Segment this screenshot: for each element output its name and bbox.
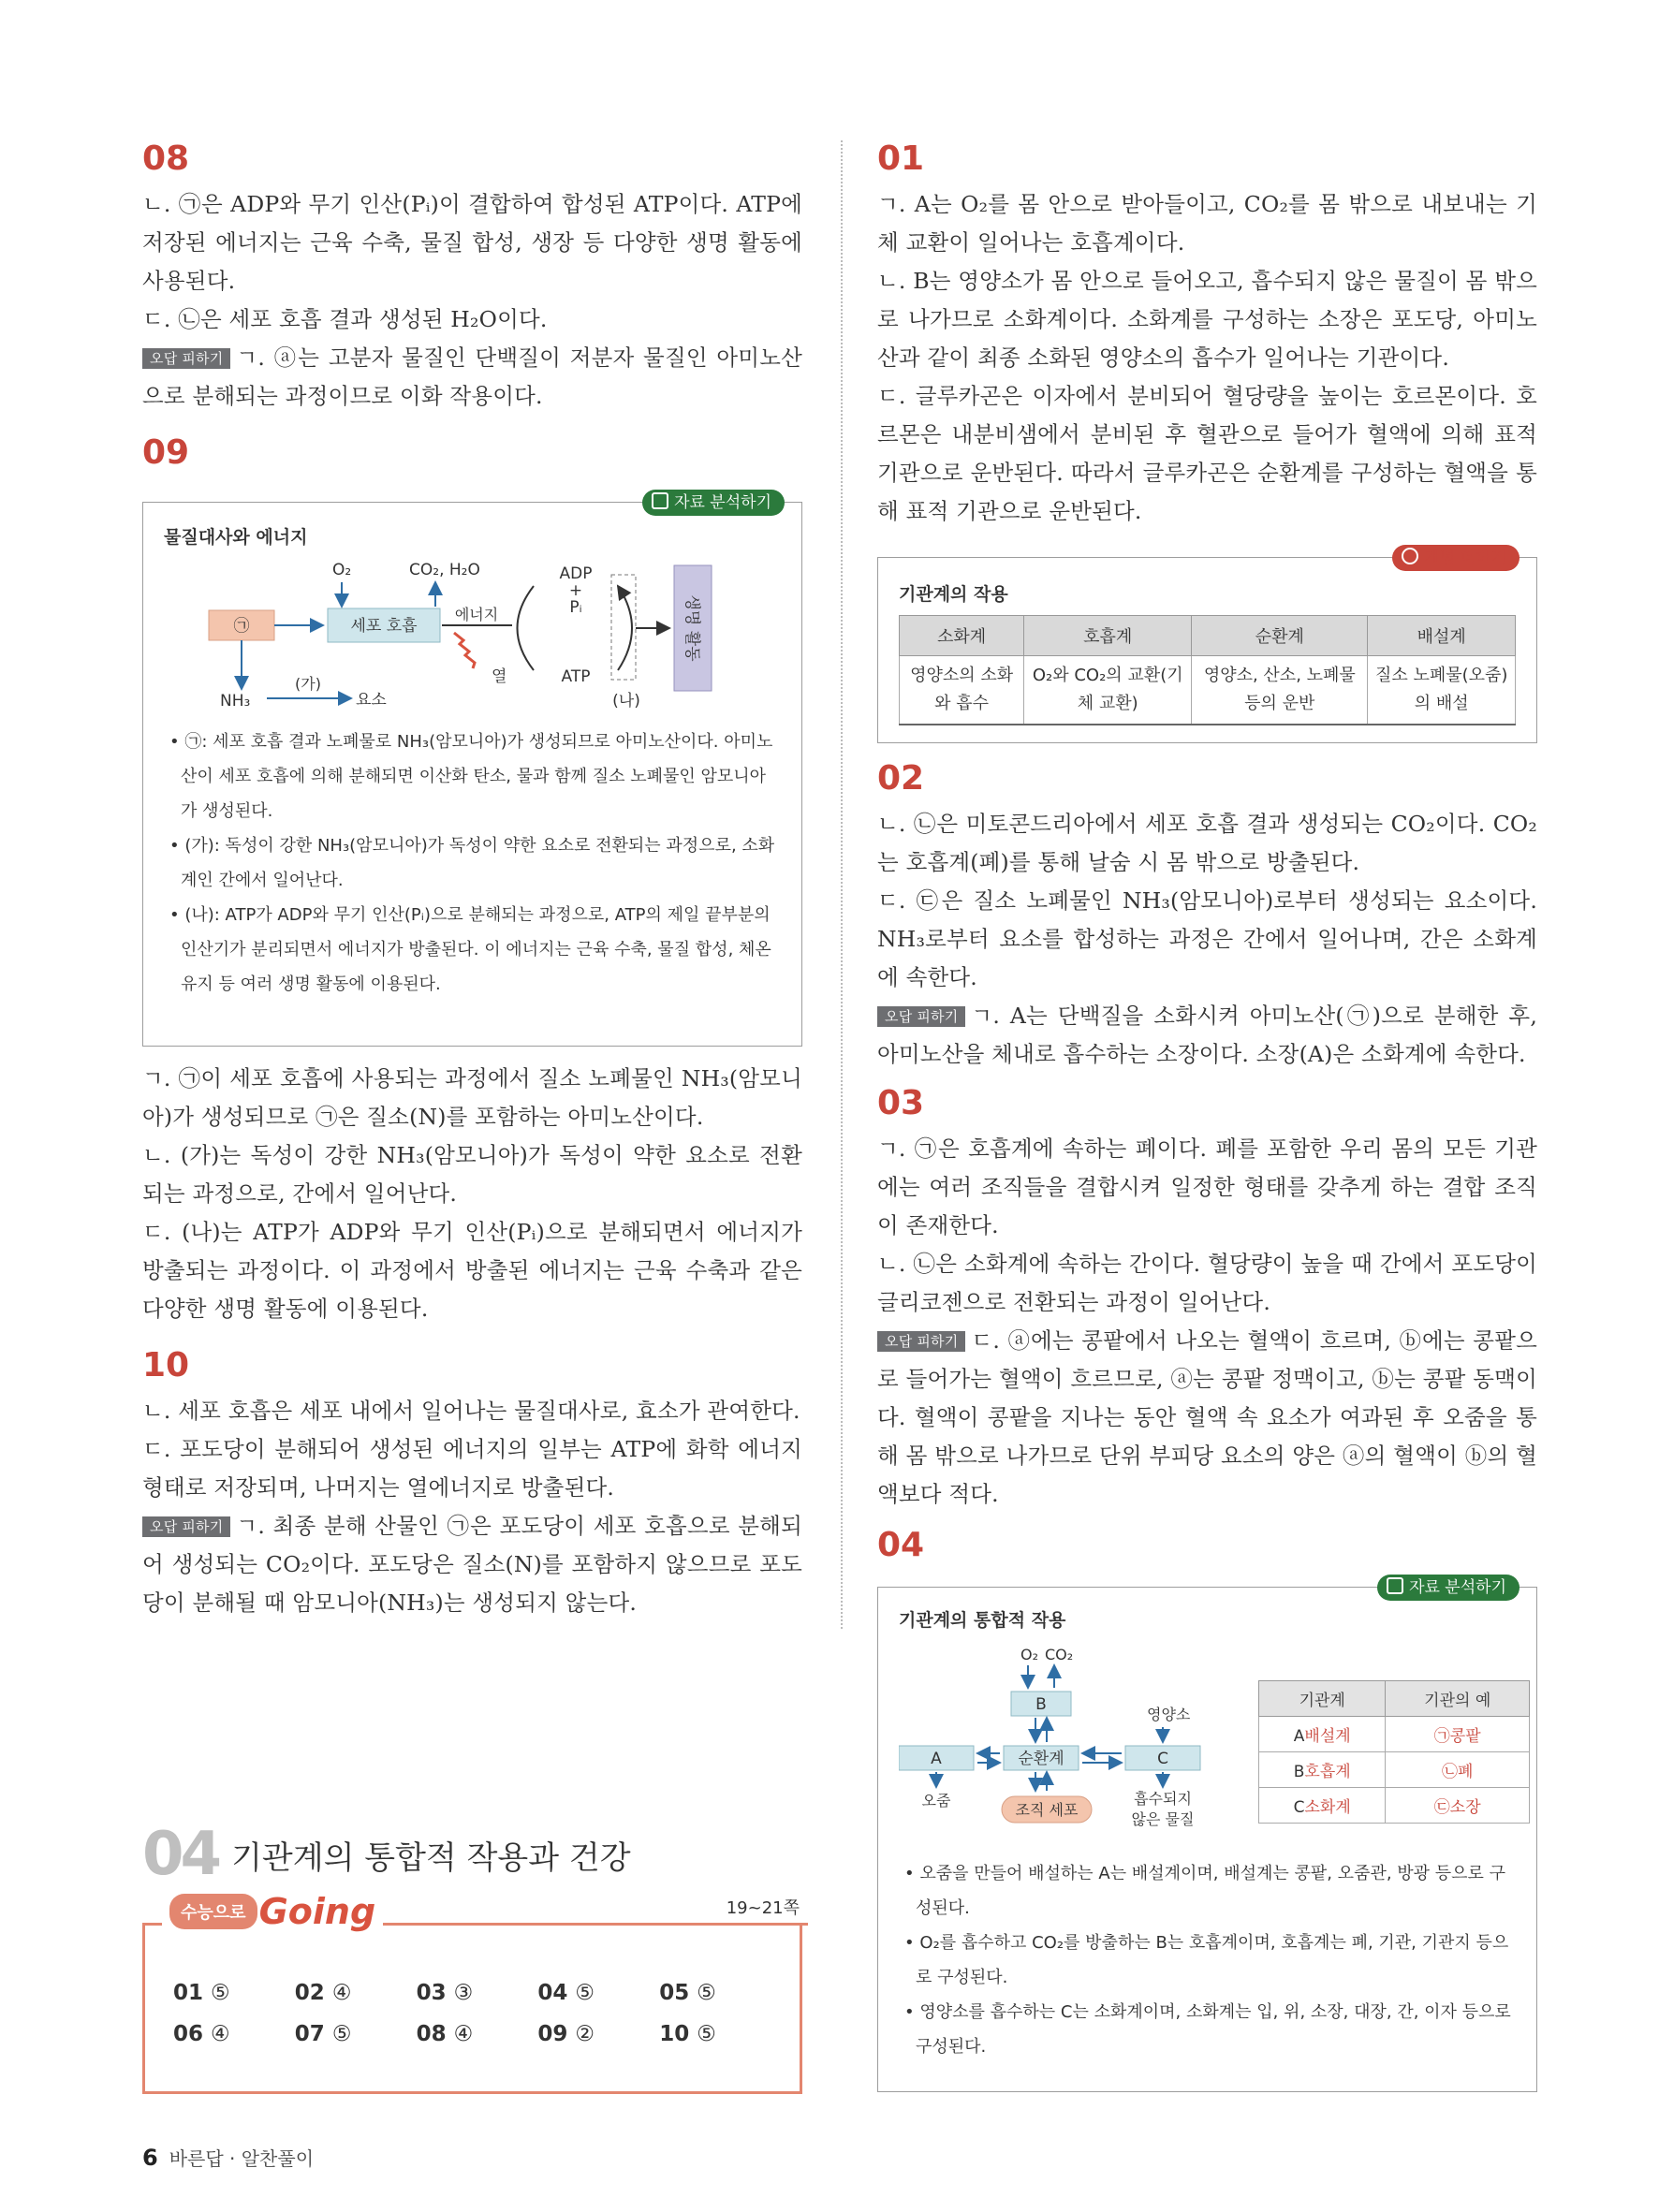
going-answer-box <box>142 1891 802 2094</box>
data-analysis-badge <box>642 490 785 516</box>
plus-label: + <box>568 581 583 600</box>
answer-paragraph: ㄴ. B는 영양소가 몸 안으로 들어오고, 흡수되지 않은 물질이 몸 밖으로 나가므로 소화계이다. 소화계를 구성하는 소장은 포도당, 아미노산과 같이 최종 소화된 영양소의 흡수가 일어나는 기관이다. <box>877 268 1537 371</box>
section-title: 기관계의 통합적 작용과 건강 <box>231 1838 631 1877</box>
section-header <box>142 1822 802 1887</box>
synthesis-curve <box>518 586 535 670</box>
concept-plus-box <box>877 549 1537 743</box>
table-cell: 영양소의 소화와 흡수 <box>900 656 1024 725</box>
unabsorbed-label-1: 흡수되지 <box>1134 1790 1192 1808</box>
table-header-cell: 기관의 예 <box>1386 1681 1530 1717</box>
co2-label: CO₂ <box>1045 1646 1074 1663</box>
energy-label: 에너지 <box>454 606 499 623</box>
answer-paragraph: ㄴ. ㉡은 소화계에 속하는 간이다. 혈당량이 높을 때 간에서 포도당이 글리코젠으로 전환되는 과정이 일어난다. <box>877 1251 1537 1315</box>
tissue-cell-label: 조직 세포 <box>1015 1801 1079 1819</box>
answer-paragraph: ㄴ. ㉡은 미토콘드리아에서 세포 호흡 결과 생성되는 CO₂이다. CO₂는 호흡계(폐)를 통해 날숨 시 몸 밖으로 방출된다. <box>877 811 1537 875</box>
ga-label: (가) <box>295 675 321 693</box>
answer-paragraph <box>142 1507 802 1622</box>
page-number: 6 <box>142 2145 158 2171</box>
analysis-bullet: • O₂를 흡수하고 CO₂를 방출하는 B는 호흡계이며, 호흡계는 폐, 기관, 기관지 등으로 구성된다. <box>904 1933 1509 1987</box>
answer-text: ㄱ. ⓐ는 고분자 물질인 단백질이 저분자 물질인 아미노산으로 분해되는 과정이므로 이화 작용이다. <box>142 344 802 409</box>
analysis-bullet: • (가): 독성이 강한 NH₃(암모니아)가 독성이 약한 요소로 전환되는 과정으로, 소화계인 간에서 일어난다. <box>169 836 775 890</box>
table-header-cell: 소화계 <box>900 616 1024 656</box>
answer-item <box>417 2022 538 2046</box>
box-title: 기관계의 통합적 작용 <box>899 1610 1066 1631</box>
metabolism-diagram <box>164 558 763 717</box>
question-number: 09 <box>142 433 190 472</box>
answer-choice: ④ <box>211 2022 230 2046</box>
system-a-label: A <box>931 1750 942 1768</box>
answer-paragraph: ㄷ. 글루카곤은 이자에서 분비되어 혈당량을 높이는 호르몬이다. 호르몬은 내분비샘에서 분비된 후 혈관으로 들어가 혈액에 의해 표적 기관으로 운반된다. 따라서 글루카곤은 순환계를 구성하는 혈액을 통해 표적 기관으로 운반된다. <box>877 383 1537 524</box>
magnifier-icon <box>652 492 668 509</box>
answer-paragraph: ㄷ. (나)는 ATP가 ADP와 무기 인산(Pᵢ)으로 분해되면서 에너지가 방출되는 과정이다. 이 과정에서 방출된 에너지는 근육 수축과 같은 다양한 생명 활동에 이용된다. <box>142 1219 802 1322</box>
o2-label: O₂ <box>1020 1646 1039 1663</box>
answer-number: 04 <box>537 1981 568 2005</box>
adp-label: ADP <box>559 564 593 583</box>
avoid-mistake-tag: 오답 피하기 <box>142 348 230 369</box>
answer-choice: ④ <box>453 2022 474 2046</box>
o2-label: O₂ <box>332 561 352 579</box>
answer-number: 07 <box>294 2022 325 2046</box>
system-c-label: C <box>1157 1750 1168 1768</box>
table-header-cell: 순환계 <box>1192 616 1368 656</box>
table-cell: 질소 노폐물(오줌)의 배설 <box>1368 656 1516 725</box>
badge-label: 자료 분석하기 <box>674 493 771 512</box>
answer-paragraph: ㄱ. ㉠이 세포 호흡에 사용되는 과정에서 질소 노폐물인 NH₃(암모니아)가 생성되므로 ㉠은 질소(N)를 포함하는 아미노산이다. <box>142 1065 802 1130</box>
answer-item <box>295 2022 417 2046</box>
data-analysis-box <box>142 493 802 1047</box>
heat-arrow <box>454 633 475 668</box>
system-letter: B <box>1293 1763 1305 1781</box>
answer-item <box>295 1981 417 2005</box>
question-number: 08 <box>142 139 190 178</box>
footer-label: 바른답 · 알찬풀이 <box>169 2147 315 2170</box>
answer-number: 09 <box>537 2022 568 2046</box>
answer-choice: ⑤ <box>331 2022 352 2046</box>
system-note: 호흡계 <box>1304 1763 1351 1781</box>
system-note: 소화계 <box>1304 1798 1351 1817</box>
answer-choice: ⑤ <box>575 1981 595 2005</box>
answer-number: 10 <box>659 2022 690 2046</box>
system-b-label: B <box>1035 1695 1047 1714</box>
table-cell <box>1259 1752 1386 1788</box>
answer-item <box>659 1981 781 2005</box>
atp-label: ATP <box>561 667 591 686</box>
answer-choice: ③ <box>453 1981 474 2005</box>
table-header-cell: 배설계 <box>1368 616 1516 656</box>
answer-paragraph <box>142 339 802 416</box>
co2-h2o-label: CO₂, H₂O <box>409 561 480 579</box>
answer-number: 03 <box>416 1981 447 2005</box>
answer-number: 08 <box>416 2022 447 2046</box>
answer-paragraph: ㄷ. 포도당이 분해되어 생성된 에너지의 일부는 ATP에 화학 에너지 형태로 저장되며, 나머지는 열에너지로 방출된다. <box>142 1436 802 1501</box>
answer-item <box>173 1981 295 2005</box>
organ-system-diagram <box>899 1641 1245 1856</box>
answer-text: ㄷ. ⓐ에는 콩팥에서 나오는 혈액이 흐르며, ⓑ에는 콩팥으로 들어가는 혈액이 흐르므로, ⓐ는 콩팥 정맥이고, ⓑ는 콩팥 동맥이다. 혈액이 콩팥을 지나는 동안 혈액 속 요소가 여과된 후 오줌을 통해 몸 밖으로 나가므로 단위 부피당 요소의 양은 ⓐ의 혈액이 ⓑ의 혈액보다 적다. <box>877 1327 1537 1507</box>
avoid-mistake-tag: 오답 피하기 <box>877 1006 965 1027</box>
analysis-bullet: • 영양소를 흡수하는 C는 소화계이며, 소화계는 입, 위, 소장, 대장, 간, 이자 등으로 구성된다. <box>904 2002 1511 2057</box>
answer-number: 05 <box>659 1981 690 2005</box>
box-title: 물질대사와 에너지 <box>164 527 308 548</box>
answer-paragraph: ㄷ. ㉡은 세포 호흡 결과 생성된 H₂O이다. <box>142 306 548 332</box>
analysis-bullet: • 오줌을 만들어 배설하는 A는 배설계이며, 배설계는 콩팥, 오줌관, 방광 등으로 구성된다. <box>904 1864 1506 1918</box>
section-04 <box>142 1822 802 2094</box>
system-letter: A <box>1293 1727 1305 1746</box>
page-range: 19~21쪽 <box>719 1895 800 1919</box>
page-footer <box>142 2144 314 2171</box>
magnifier-icon <box>1387 1577 1403 1594</box>
pi-label: Pᵢ <box>569 598 582 617</box>
badge-label: 개념 더하기 <box>1424 549 1506 567</box>
question-number: 04 <box>877 1526 925 1564</box>
going-label: 수능으로 <box>169 1894 257 1929</box>
going-word: Going <box>258 1891 376 1932</box>
answer-paragraph: ㄱ. A는 O₂를 몸 안으로 받아들이고, CO₂를 몸 밖으로 내보내는 기체 교환이 일어나는 호흡계이다. <box>877 191 1537 256</box>
nh3-label: NH₃ <box>220 692 251 710</box>
data-analysis-box <box>877 1578 1537 2092</box>
answer-number: 01 <box>173 1981 204 2005</box>
answer-list <box>173 1981 781 2046</box>
integration-figure <box>899 1641 1516 1856</box>
answer-paragraph <box>877 1322 1537 1514</box>
question-number: 10 <box>142 1346 190 1384</box>
answer-choice: ⑤ <box>211 1981 230 2005</box>
breakdown-curve <box>618 586 632 670</box>
answer-number: 06 <box>173 2022 204 2046</box>
question-number: 03 <box>877 1084 925 1122</box>
analysis-bullet: • (나): ATP가 ADP와 무기 인산(Pᵢ)으로 분해되는 과정으로, ATP의 제일 끝부분의 인산기가 분리되면서 에너지가 방출된다. 이 에너지는 근육 수축, 물질 합성, 체온 유지 등 여러 생명 활동에 이용된다. <box>169 905 771 994</box>
answer-choice: ② <box>575 2022 595 2046</box>
left-column <box>142 131 802 1622</box>
answer-paragraph: ㄴ. 세포 호흡은 세포 내에서 일어나는 물질대사로, 효소가 관여한다. <box>142 1398 800 1424</box>
section-number: 04 <box>142 1820 219 1889</box>
table-cell: ㉠콩팥 <box>1386 1717 1530 1752</box>
going-logo <box>162 1891 383 1932</box>
answer-item <box>173 2022 295 2046</box>
table-cell: O₂와 CO₂의 교환(기체 교환) <box>1024 656 1192 725</box>
answer-choice: ⑤ <box>697 1981 716 2005</box>
right-column <box>877 131 1537 2092</box>
organ-example-table <box>1258 1680 1530 1824</box>
urine-label: 오줌 <box>921 1792 951 1809</box>
answer-paragraph: ㄷ. ㉢은 질소 노폐물인 NH₃(암모니아)로부터 생성되는 요소이다. NH₃로부터 요소를 합성하는 과정은 간에서 일어나며, 간은 소화계에 속한다. <box>877 887 1537 990</box>
question-number: 02 <box>877 759 925 798</box>
avoid-mistake-tag: 오답 피하기 <box>142 1516 230 1537</box>
table-cell: ㉡폐 <box>1386 1752 1530 1788</box>
na-label: (나) <box>612 692 640 710</box>
table-cell: ㉢소장 <box>1386 1788 1530 1824</box>
answer-item <box>537 1981 659 2005</box>
answer-item <box>659 2022 781 2046</box>
organ-system-table <box>899 615 1516 725</box>
system-letter: C <box>1293 1798 1305 1817</box>
table-header-cell: 호흡계 <box>1024 616 1192 656</box>
avoid-mistake-tag: 오답 피하기 <box>877 1331 965 1352</box>
answer-number: 02 <box>294 1981 325 2005</box>
cell-respiration-label: 세포 호흡 <box>350 617 418 636</box>
analysis-bullet: • ㉠: 세포 호흡 결과 노폐물로 NH₃(암모니아)가 생성되므로 아미노산이다. 아미노산이 세포 호흡에 의해 분해되면 이산화 탄소, 물과 함께 질소 노폐물인 암모니아가 생성된다. <box>169 732 773 821</box>
life-activity-label: 생명 활동 <box>683 594 701 662</box>
nutrient-label: 영양소 <box>1147 1706 1191 1723</box>
answer-paragraph: ㄴ. ㉠은 ADP와 무기 인산(Pᵢ)이 결합하여 합성된 ATP이다. ATP에 저장된 에너지는 근육 수축, 물질 합성, 생장 등 다양한 생명 활동에 사용된다. <box>142 191 802 294</box>
unabsorbed-label-2: 않은 물질 <box>1131 1810 1195 1828</box>
answer-item <box>417 1981 538 2005</box>
answer-paragraph: ㄱ. ㉠은 호흡계에 속하는 폐이다. 폐를 포함한 우리 몸의 모든 기관에는 여러 조직들을 결합시켜 일정한 형태를 갖추게 하는 결합 조직이 존재한다. <box>877 1135 1537 1238</box>
system-note: 배설계 <box>1304 1727 1351 1746</box>
table-cell <box>1259 1788 1386 1824</box>
heat-label: 열 <box>492 667 507 686</box>
answer-text: ㄱ. A는 단백질을 소화시켜 아미노산(㉠)으로 분해한 후, 아미노산을 체내로 흡수하는 소장이다. 소장(A)은 소화계에 속한다. <box>877 1003 1537 1067</box>
answer-text: ㄱ. 최종 분해 산물인 ㉠은 포도당이 세포 호흡으로 분해되어 생성되는 CO₂이다. 포도당은 질소(N)를 포함하지 않으므로 포도당이 분해될 때 암모니아(NH₃)는 생성되지 않는다. <box>142 1513 802 1616</box>
concept-plus-badge <box>1392 545 1520 571</box>
circle-1-label: ㉠ <box>233 617 250 636</box>
answer-item <box>537 2022 659 2046</box>
table-cell <box>1259 1717 1386 1752</box>
answer-paragraph: ㄴ. (가)는 독성이 강한 NH₃(암모니아)가 독성이 약한 요소로 전환되는 과정으로, 간에서 일어난다. <box>142 1142 802 1207</box>
circulatory-label: 순환계 <box>1018 1750 1064 1768</box>
badge-label: 자료 분석하기 <box>1409 1578 1506 1597</box>
box-title: 기관계의 작용 <box>899 584 1008 605</box>
urea-label: 요소 <box>356 691 387 710</box>
question-number: 01 <box>877 139 925 178</box>
answer-choice: ④ <box>331 1981 352 2005</box>
answer-paragraph <box>877 997 1537 1074</box>
answer-choice: ⑤ <box>697 2022 716 2046</box>
data-analysis-badge <box>1377 1575 1520 1601</box>
table-cell: 영양소, 산소, 노폐물 등의 운반 <box>1192 656 1368 725</box>
plus-circle-icon <box>1402 548 1418 564</box>
table-header-cell: 기관계 <box>1259 1681 1386 1717</box>
column-separator <box>841 140 843 1629</box>
